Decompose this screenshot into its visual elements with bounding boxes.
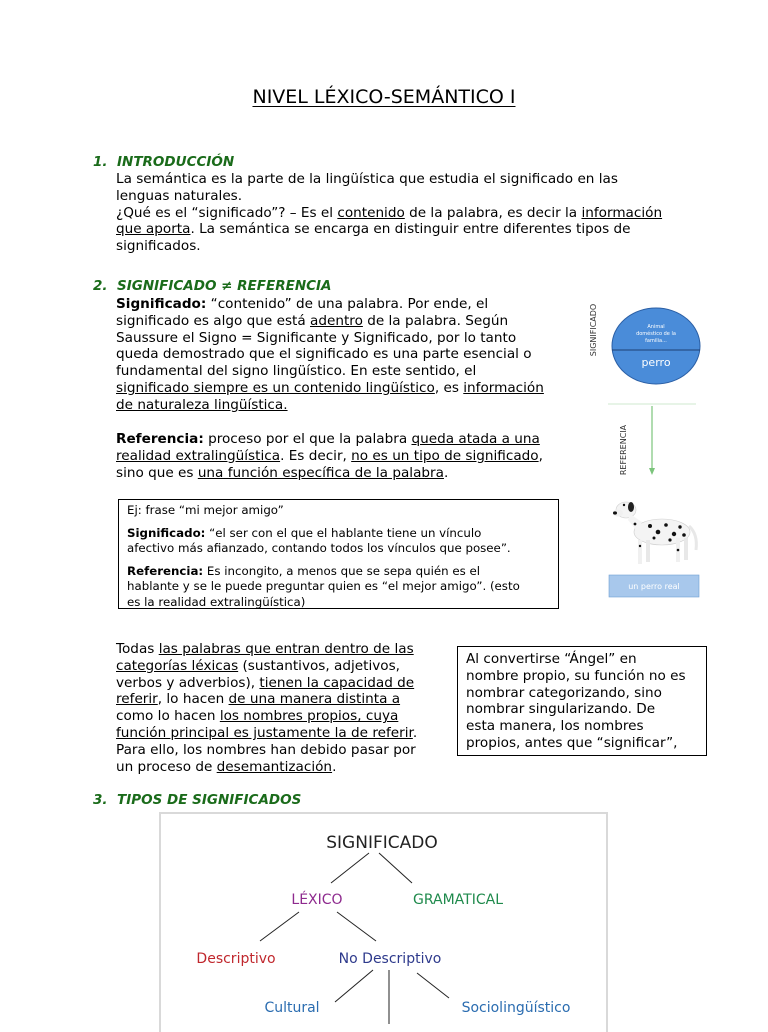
page-title: NIVEL LÉXICO-SEMÁNTICO I: [252, 86, 516, 108]
bold-label: Referencia:: [127, 563, 204, 578]
section-title: TIPOS DE SIGNIFICADOS: [117, 792, 302, 808]
tree-root: SIGNIFICADO: [326, 833, 438, 853]
text-span: . La semántica se encarga en distinguir entre diferentes tipos de: [190, 221, 631, 238]
text-line: [116, 313, 576, 330]
tree-no-descriptivo: No Descriptivo: [338, 951, 442, 967]
significado-vertical-label: SIGNIFICADO: [589, 303, 598, 357]
text-line: [116, 691, 446, 708]
significado-paragraph: [116, 296, 576, 414]
text-line: [116, 205, 716, 222]
section-heading-1: [93, 154, 234, 170]
section-number: 1.: [93, 154, 108, 170]
text-line: La semántica es la parte de la lingüística que estudia el significado en las: [116, 171, 618, 187]
text-span: .: [443, 464, 449, 481]
section-title: INTRODUCCIÓN: [117, 154, 235, 170]
text-line: Para ello, los nombres han debido pasar por: [116, 741, 416, 758]
text-span: Es incongito, a menos que se sepa quién es el: [203, 563, 481, 578]
intro-paragraph: [116, 171, 716, 255]
underlined-text: las palabras que entran dentro de las: [158, 641, 414, 657]
arrowhead-icon: [649, 468, 655, 475]
text-line: nombrar singularizando. De: [466, 701, 656, 718]
significado-ellipse: [612, 308, 700, 384]
text-line: Al convertirse “Ángel” en: [466, 651, 637, 667]
text-line: [116, 641, 446, 658]
text-span: , es: [434, 379, 464, 396]
bold-label: Significado:: [127, 525, 206, 540]
underlined-text: significado siempre es un contenido lingüístico: [116, 379, 435, 396]
text-span: Todas: [116, 641, 159, 657]
section-title: SIGNIFICADO ≠ REFERENCIA: [117, 278, 332, 294]
text-line: esta manera, los nombres: [466, 718, 644, 735]
underlined-text: tienen la capacidad de: [259, 674, 415, 691]
tree-gramatical: GRAMATICAL: [413, 892, 503, 908]
tree-lexico: LÉXICO: [291, 892, 343, 908]
text-line: nombre propio, su función no es: [466, 667, 686, 684]
edge-root-lexico: [331, 853, 369, 883]
underlined-text: referir: [116, 691, 158, 708]
example-referencia: [127, 564, 558, 580]
text-line: [116, 380, 576, 397]
underlined-text: de una manera distinta a: [228, 691, 401, 708]
text-line: [116, 725, 446, 742]
text-line: fundamental del signo lingüístico. En este sentido, el: [116, 363, 477, 380]
text-span: “contenido” de una palabra. Por ende, el: [206, 296, 489, 312]
referencia-paragraph: [116, 431, 576, 481]
text-line: propios, antes que “significar”,: [466, 734, 678, 751]
underlined-text: desemantización: [216, 758, 333, 775]
text-span: de la palabra. Según: [362, 312, 509, 329]
tree-descriptivo: Descriptivo: [196, 951, 276, 967]
section-heading-2: [93, 278, 332, 294]
edge-lexico-nodescriptivo: [337, 912, 376, 941]
text-span: , lo hacen: [157, 691, 229, 708]
referencia-vertical-label: REFERENCIA: [619, 424, 628, 476]
ellipse-small-text-1: Animal: [647, 324, 665, 330]
underlined-text: categorías léxicas: [116, 657, 239, 674]
text-span: como lo hacen: [116, 708, 220, 725]
bold-label: Significado:: [116, 296, 207, 312]
text-span: un proceso de: [116, 758, 217, 775]
text-line: [116, 448, 576, 465]
tree-cultural: Cultural: [264, 1000, 320, 1016]
underlined-text: una función específica de la palabra: [197, 464, 444, 481]
text-line: afectivo más afianzado, contando todos los vínculos que posee”.: [127, 541, 511, 555]
text-span: .: [412, 724, 418, 741]
text-line: Saussure el Signo = Significante y Significado, por lo tanto: [116, 329, 517, 346]
text-span: sino que es: [116, 464, 198, 481]
angel-note-box: [457, 646, 707, 756]
real-dog-caption: un perro real: [628, 582, 680, 591]
text-span: proceso por el que la palabra: [203, 431, 412, 447]
edge-root-gramatical: [379, 853, 412, 883]
signo-figure: [580, 300, 710, 600]
text-line: [116, 759, 446, 776]
text-line: es la realidad extralingüística): [127, 594, 306, 609]
text-line: [116, 658, 446, 675]
text-span: ,: [538, 447, 543, 464]
bold-label: Referencia:: [116, 431, 204, 447]
text-span: (sustantivos, adjetivos,: [238, 657, 401, 674]
ellipse-small-text-2: doméstico de la: [636, 331, 676, 337]
todas-paragraph: [116, 641, 446, 775]
example-intro: Ej: frase “mi mejor amigo”: [127, 503, 284, 517]
text-span: . Es decir,: [280, 447, 352, 464]
ellipse-word: perro: [641, 356, 671, 369]
example-box: [118, 499, 559, 609]
underlined-text: realidad extralingüística: [116, 447, 281, 464]
underlined-text: función principal es justamente la de referir: [116, 724, 413, 741]
underlined-text: no es un tipo de significado: [351, 447, 539, 464]
tipos-significado-tree: [159, 812, 608, 1024]
text-line: [116, 296, 576, 313]
text-span: de la palabra, es decir la: [404, 204, 582, 221]
edge-lexico-descriptivo: [260, 912, 299, 941]
text-line: lenguas naturales.: [116, 187, 243, 204]
text-line: [116, 221, 716, 238]
text-line: de naturaleza lingüística.: [116, 396, 288, 413]
section-number: 3.: [93, 792, 108, 808]
example-significado: [127, 526, 558, 542]
text-line: [116, 465, 576, 482]
section-number: 2.: [93, 278, 108, 294]
ellipse-small-text-3: familia...: [645, 338, 667, 344]
underlined-text: contenido: [337, 204, 405, 221]
text-line: [116, 708, 446, 725]
text-span: verbos y adverbios),: [116, 674, 260, 691]
text-line: [116, 431, 576, 448]
underlined-text: que aporta: [116, 221, 191, 238]
text-span: ¿Qué es el “significado”? – Es el: [116, 204, 338, 221]
text-span: “el ser con el que el hablante tiene un vínculo: [205, 525, 482, 540]
edge-nd-cultural: [335, 970, 373, 1002]
text-span: .: [332, 758, 337, 775]
text-span: significado es algo que está: [116, 312, 311, 329]
underlined-text: adentro: [310, 312, 363, 329]
edge-nd-sociolinguistico: [417, 973, 449, 998]
text-line: queda demostrado que el significado es una parte esencial o: [116, 346, 532, 363]
text-line: nombrar categorizando, sino: [466, 684, 662, 701]
text-line: significados.: [116, 238, 201, 255]
underlined-text: los nombres propios, cuya: [219, 708, 399, 725]
section-heading-3: [93, 792, 301, 808]
underlined-text: queda atada a una: [411, 431, 540, 447]
underlined-text: información: [581, 204, 663, 221]
text-line: [116, 675, 446, 692]
tree-sociolinguistico: Sociolingüístico: [461, 1000, 571, 1016]
dalmatian-dog-icon: [613, 502, 696, 564]
text-line: hablante y se le puede preguntar quien es “el mejor amigo”. (esto: [127, 579, 520, 593]
underlined-text: información: [463, 379, 544, 396]
